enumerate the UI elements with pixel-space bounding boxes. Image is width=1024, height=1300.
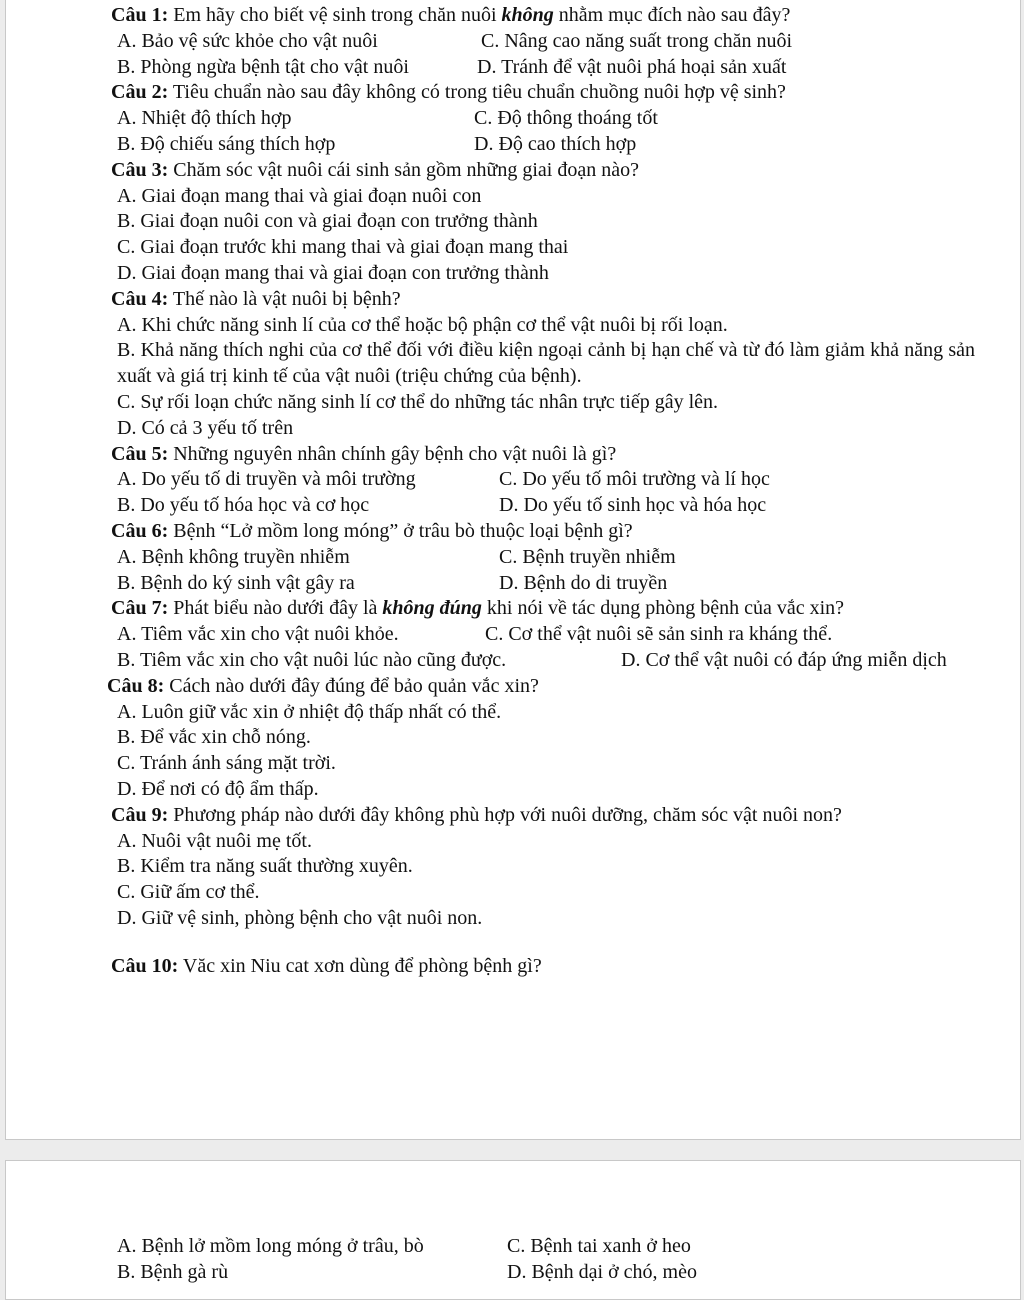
- question-4-option-c: C. Sự rối loạn chức năng sinh lí cơ thể do những tác nhân trực tiếp gây lên.: [117, 390, 719, 413]
- question-9: [111, 803, 981, 829]
- question-5-option-b: B. Do yếu tố hóa học và cơ học: [117, 494, 370, 517]
- question-10-option-d: D. Bệnh dại ở chó, mèo: [507, 1260, 697, 1283]
- question-2-option-d: D. Độ cao thích hợp: [474, 132, 637, 155]
- question-8-text: Cách nào dưới đây đúng để bảo quản vắc xin?: [164, 674, 539, 697]
- question-6-options-row-2: [111, 571, 981, 597]
- question-1-emphasis: không: [501, 4, 554, 26]
- question-5-option-d: D. Do yếu tố sinh học và hóa học: [499, 494, 767, 517]
- question-6-options-row-1: [111, 545, 981, 571]
- question-8-option-d: D. Để nơi có độ ẩm thấp.: [117, 777, 319, 800]
- question-3-option-a: A. Giai đoạn mang thai và giai đoạn nuôi con: [117, 184, 482, 207]
- question-1-options-row-2: [111, 55, 981, 81]
- question-7-option-c: C. Cơ thể vật nuôi sẽ sản sinh ra kháng thể.: [485, 623, 833, 646]
- question-7-text-end: khi nói về tác dụng phòng bệnh của vắc xin?: [481, 597, 845, 620]
- question-list: [107, 3, 981, 979]
- question-1-text-end: nhằm mục đích nào sau đây?: [553, 4, 791, 26]
- question-9-option-b: B. Kiểm tra năng suất thường xuyên.: [117, 855, 413, 878]
- question-6-label: Câu 6:: [111, 519, 169, 542]
- question-10: [111, 954, 981, 980]
- question-5-options-row-1: [111, 467, 981, 493]
- question-10-option-c: C. Bệnh tai xanh ở heo: [507, 1235, 691, 1257]
- question-7-option-b: B. Tiêm vắc xin cho vật nuôi lúc nào cũng được.: [117, 648, 507, 671]
- question-4-text: Thế nào là vật nuôi bị bệnh?: [168, 287, 401, 310]
- document-page-1: [5, 0, 1021, 1140]
- question-10-option-b: B. Bệnh gà rù: [117, 1260, 229, 1283]
- question-1-option-d: D. Tránh để vật nuôi phá hoại sản xuất: [477, 55, 787, 78]
- question-2-options-row-1: [111, 106, 981, 132]
- question-10-option-a: A. Bệnh lở mồm long móng ở trâu, bò: [117, 1235, 424, 1257]
- question-10-options-row-1: [111, 1234, 981, 1260]
- question-6-option-a: A. Bệnh không truyền nhiễm: [117, 545, 350, 568]
- question-10-text: Văc xin Niu cat xơn dùng để phòng bệnh gì?: [178, 954, 542, 977]
- question-1-label: Câu 1:: [111, 4, 169, 26]
- question-5: [111, 442, 981, 468]
- question-1-option-c: C. Nâng cao năng suất trong chăn nuôi: [481, 29, 793, 52]
- question-9-text: Phương pháp nào dưới đây không phù hợp với nuôi dưỡng, chăm sóc vật nuôi non?: [168, 803, 842, 826]
- question-2-options-row-2: [111, 132, 981, 158]
- question-3-label: Câu 3:: [111, 158, 169, 181]
- question-6-option-c: C. Bệnh truyền nhiễm: [499, 545, 676, 568]
- question-1-options-row-1: [111, 29, 981, 55]
- question-3: [111, 158, 981, 184]
- question-10-options: [111, 1234, 981, 1286]
- question-9-option-a: A. Nuôi vật nuôi mẹ tốt.: [117, 829, 312, 852]
- question-2: [111, 80, 981, 106]
- question-3-text: Chăm sóc vật nuôi cái sinh sản gồm những giai đoạn nào?: [168, 158, 639, 181]
- question-7-options-row-2: [111, 648, 981, 674]
- question-6: [111, 519, 981, 545]
- question-8-option-b: B. Để vắc xin chỗ nóng.: [117, 726, 311, 749]
- question-9-option-d: D. Giữ vệ sinh, phòng bệnh cho vật nuôi non.: [117, 906, 483, 929]
- question-3-option-d: D. Giai đoạn mang thai và giai đoạn con trưởng thành: [117, 261, 549, 284]
- question-7-emphasis: không đúng: [382, 597, 482, 620]
- question-8-option-a: A. Luôn giữ vắc xin ở nhiệt độ thấp nhất có thể.: [117, 700, 502, 723]
- question-1-text: Em hãy cho biết vệ sinh trong chăn nuôi: [168, 4, 502, 26]
- question-3-option-c: C. Giai đoạn trước khi mang thai và giai đoạn mang thai: [117, 236, 569, 259]
- question-2-text: Tiêu chuẩn nào sau đây không có trong tiêu chuẩn chuồng nuôi hợp vệ sinh?: [168, 81, 786, 104]
- question-1-option-a: A. Bảo vệ sức khỏe cho vật nuôi: [117, 29, 378, 52]
- question-5-option-a: A. Do yếu tố di truyền và môi trường: [117, 468, 416, 491]
- question-6-option-b: B. Bệnh do ký sinh vật gây ra: [117, 571, 355, 594]
- question-9-option-c: C. Giữ ấm cơ thể.: [117, 881, 260, 904]
- question-4-option-b: B. Khả năng thích nghi của cơ thể đối với điều kiện ngoại cảnh bị hạn chế và từ đó làm giảm khả năng sản xuất và giá trị kinh tế của vật nuôi (triệu chứng của bệnh).: [117, 339, 975, 388]
- question-5-label: Câu 5:: [111, 442, 169, 465]
- question-10-label: Câu 10:: [111, 954, 179, 977]
- question-4: [111, 287, 981, 313]
- question-1: [111, 3, 981, 29]
- question-1-option-b: B. Phòng ngừa bệnh tật cho vật nuôi: [117, 55, 409, 78]
- question-4-option-a: A. Khi chức năng sinh lí của cơ thể hoặc bộ phận cơ thể vật nuôi bị rối loạn.: [117, 313, 728, 336]
- question-8-option-c: C. Tránh ánh sáng mặt trời.: [117, 752, 336, 775]
- question-4-label: Câu 4:: [111, 287, 169, 310]
- question-6-option-d: D. Bệnh do di truyền: [499, 571, 668, 594]
- question-2-option-b: B. Độ chiếu sáng thích hợp: [117, 132, 336, 155]
- question-7-option-a: A. Tiêm vắc xin cho vật nuôi khỏe.: [117, 623, 399, 646]
- question-9-label: Câu 9:: [111, 803, 169, 826]
- question-5-options-row-2: [111, 493, 981, 519]
- question-10-options-row-2: [111, 1260, 981, 1286]
- question-7-label: Câu 7:: [111, 597, 169, 620]
- question-3-option-b: B. Giai đoạn nuôi con và giai đoạn con trưởng thành: [117, 210, 538, 233]
- question-7-options-row-1: [111, 622, 981, 648]
- question-5-option-c: C. Do yếu tố môi trường và lí học: [499, 468, 770, 491]
- question-2-option-c: C. Độ thông thoáng tốt: [474, 107, 658, 130]
- question-8-label: Câu 8:: [107, 674, 165, 697]
- question-7: [111, 596, 975, 622]
- question-5-text: Những nguyên nhân chính gây bệnh cho vật nuôi là gì?: [168, 442, 617, 465]
- document-page-2: [5, 1160, 1021, 1300]
- question-7-option-d: D. Cơ thể vật nuôi có đáp ứng miễn dịch: [621, 648, 947, 671]
- question-4-option-d: D. Có cả 3 yếu tố trên: [117, 416, 294, 439]
- question-2-option-a: A. Nhiệt độ thích hợp: [117, 107, 292, 130]
- question-2-label: Câu 2:: [111, 81, 169, 104]
- question-8: [107, 674, 981, 700]
- question-6-text: Bệnh “Lở mồm long móng” ở trâu bò thuộc loại bệnh gì?: [168, 519, 633, 542]
- question-7-text: Phát biểu nào dưới đây là: [168, 597, 383, 620]
